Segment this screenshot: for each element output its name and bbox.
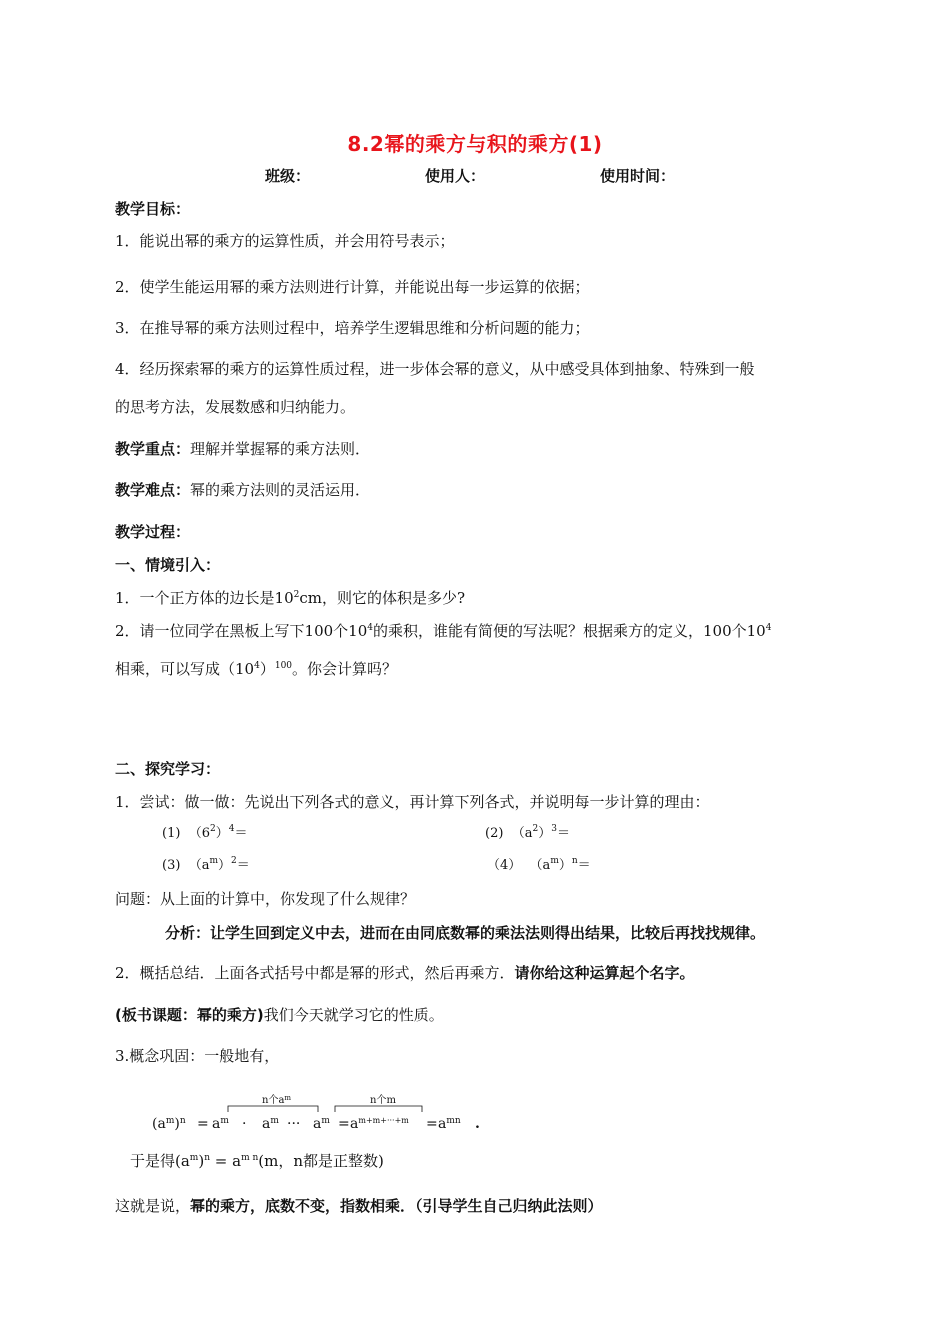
- section2-heading: 二、探究学习：: [115, 760, 221, 778]
- board-bold: (板书课题：幂的乘方): [115, 1006, 264, 1024]
- ex3-number: (3): [162, 858, 181, 873]
- goal-item: 3．在推导幂的乘方法则过程中，培养学生逻辑思维和分析问题的能力；: [115, 319, 590, 337]
- goal-item: 1．能说出幂的乘方的运算性质，并会用符号表示；: [115, 232, 455, 250]
- formula-sum: $a^{m+m+\cdot\cdot\cdot+m}$: [350, 1116, 409, 1132]
- difficulty-label: 教学难点：: [115, 481, 191, 499]
- q2-exponent: 4: [367, 623, 373, 633]
- brace1-label: n个$a^m$: [262, 1094, 292, 1106]
- question-2: [115, 621, 771, 641]
- brace-left: [228, 1106, 318, 1112]
- user-label: 使用人：: [425, 167, 486, 185]
- q2-exponent: 4: [765, 623, 772, 633]
- board-note: [115, 1005, 444, 1025]
- derived-condition: (m，n都是正整数): [258, 1152, 384, 1170]
- key-point-label: 教学重点：: [115, 440, 191, 458]
- ex4-paren: ）: [558, 858, 572, 873]
- q2-exponent: 100: [274, 661, 293, 671]
- ex1-base: （6: [188, 826, 210, 841]
- ex4-equals: ＝: [577, 858, 591, 873]
- conclusion: [115, 1196, 603, 1216]
- ex4-base: （a: [529, 858, 551, 873]
- exercise-4: [487, 856, 591, 876]
- ex1-base-exp: 2: [209, 824, 216, 834]
- concept-text: 3.概念巩固：一般地有，: [115, 1047, 280, 1065]
- ex1-exp: 4: [228, 824, 235, 834]
- summary-text: 2．概括总结．上面各式括号中都是幂的形式，然后再乘方．: [115, 964, 515, 982]
- formula-eq1: =: [197, 1116, 209, 1132]
- analysis-text: 分析：让学生回到定义中去，进而在由同底数幂的乘法法则得出结果，比较后再找找规律。: [165, 924, 766, 942]
- formula-eq3: =: [426, 1116, 438, 1132]
- difficulty: [115, 480, 370, 500]
- derived-text: 于是得(a: [130, 1152, 190, 1170]
- ex2-paren: ）: [538, 826, 552, 841]
- formula-period: .: [475, 1116, 480, 1132]
- formula-term1: $a^m$: [212, 1116, 229, 1132]
- derived-exp: n: [204, 1153, 210, 1163]
- section1-heading: 一、情境引入：: [115, 556, 221, 574]
- ex1-number: (1): [162, 826, 181, 841]
- q2-text: 2．请一位同学在黑板上写下100个10: [115, 622, 368, 640]
- difficulty-text: 幂的乘方法则的灵活运用．: [190, 481, 371, 499]
- key-point: [115, 439, 370, 459]
- board-text: 我们今天就学习它的性质。: [263, 1006, 444, 1024]
- q1-exponent: 2: [293, 590, 300, 600]
- brace-right: [335, 1106, 422, 1112]
- derived-exp: m n: [241, 1153, 259, 1163]
- exercise-1: [162, 824, 247, 844]
- ex2-base-exp: 2: [532, 824, 539, 834]
- ex2-exp: 3: [551, 824, 557, 834]
- summary-bold: 请你给这种运算起个名字。: [514, 964, 695, 982]
- goals-heading: 教学目标：: [115, 200, 191, 218]
- ex3-base-exp: m: [209, 856, 218, 866]
- ex2-equals: ＝: [556, 826, 570, 841]
- question-2-cont: [115, 659, 397, 679]
- time-label: 使用时间：: [600, 167, 676, 185]
- formula-lhs: $(a^m)^n$: [152, 1116, 186, 1132]
- q2-paren: ）: [259, 660, 275, 678]
- exercise-3: [162, 856, 250, 876]
- formula-dot: ·: [242, 1116, 247, 1132]
- ex1-equals: ＝: [234, 826, 248, 841]
- key-point-text: 理解并掌握幂的乘方法则．: [190, 440, 371, 458]
- ex4-number: （4）: [487, 858, 522, 873]
- formula-term2: $a^m$: [262, 1116, 279, 1132]
- brace2-label: n个m: [370, 1095, 396, 1106]
- formula-result: $a^{mn}$: [438, 1116, 461, 1132]
- ex3-base: （a: [188, 858, 210, 873]
- ex2-base: （a: [511, 826, 533, 841]
- q2-text-cont: 相乘，可以写成（10: [115, 660, 255, 678]
- conclusion-bold: 幂的乘方，底数不变，指数相乘．（引导学生自己归纳此法则）: [190, 1197, 603, 1215]
- q2-text-mid: 的乘积，谁能有简便的写法呢？根据乘方的定义，100个10: [373, 622, 766, 640]
- goal-item: 的思考方法，发展数感和归纳能力。: [115, 398, 356, 416]
- ex3-equals: ＝: [236, 858, 250, 873]
- question-1: [115, 588, 465, 608]
- derived-eq: = a: [210, 1152, 242, 1170]
- derived-paren: ): [198, 1152, 205, 1170]
- try-text: 1．尝试：做一做：先说出下列各式的意义，再计算下列各式，并说明每一步计算的理由：: [115, 793, 710, 811]
- summary: [115, 963, 695, 983]
- class-label: 班级：: [265, 167, 311, 185]
- ex3-exp: 2: [231, 856, 237, 866]
- ex4-base-exp: m: [550, 856, 559, 866]
- formula-dots: ···: [287, 1116, 301, 1132]
- power-rule-formula: [150, 1090, 490, 1140]
- q1-text-end: cm，则它的体积是多少?: [299, 589, 466, 607]
- process-heading: 教学过程：: [115, 523, 191, 541]
- derived-rule: [130, 1151, 384, 1171]
- conclusion-text: 这就是说，: [115, 1197, 191, 1215]
- formula-term3: $a^m$: [313, 1116, 330, 1132]
- question-text: 问题：从上面的计算中，你发现了什么规律？: [115, 890, 416, 908]
- ex3-paren: ）: [218, 858, 232, 873]
- q2-exponent: 4: [254, 661, 260, 671]
- derived-exp: m: [189, 1153, 199, 1163]
- goal-item: 2．使学生能运用幂的乘方法则进行计算，并能说出每一步运算的依据；: [115, 278, 590, 296]
- goal-item: 4．经历探索幂的乘方的运算性质过程，进一步体会幂的意义，从中感受具体到抽象、特殊到一般: [115, 360, 755, 378]
- exercise-2: [485, 824, 570, 844]
- ex1-paren: ）: [215, 826, 229, 841]
- formula-eq2: =: [338, 1116, 350, 1132]
- q1-text: 1．一个正方体的边长是10: [115, 589, 294, 607]
- q2-text-end: 。你会计算吗？: [292, 660, 398, 678]
- ex4-exp: n: [571, 856, 578, 866]
- ex2-number: (2): [485, 826, 504, 841]
- page-title: 8.2幂的乘方与积的乘方(1): [347, 132, 603, 156]
